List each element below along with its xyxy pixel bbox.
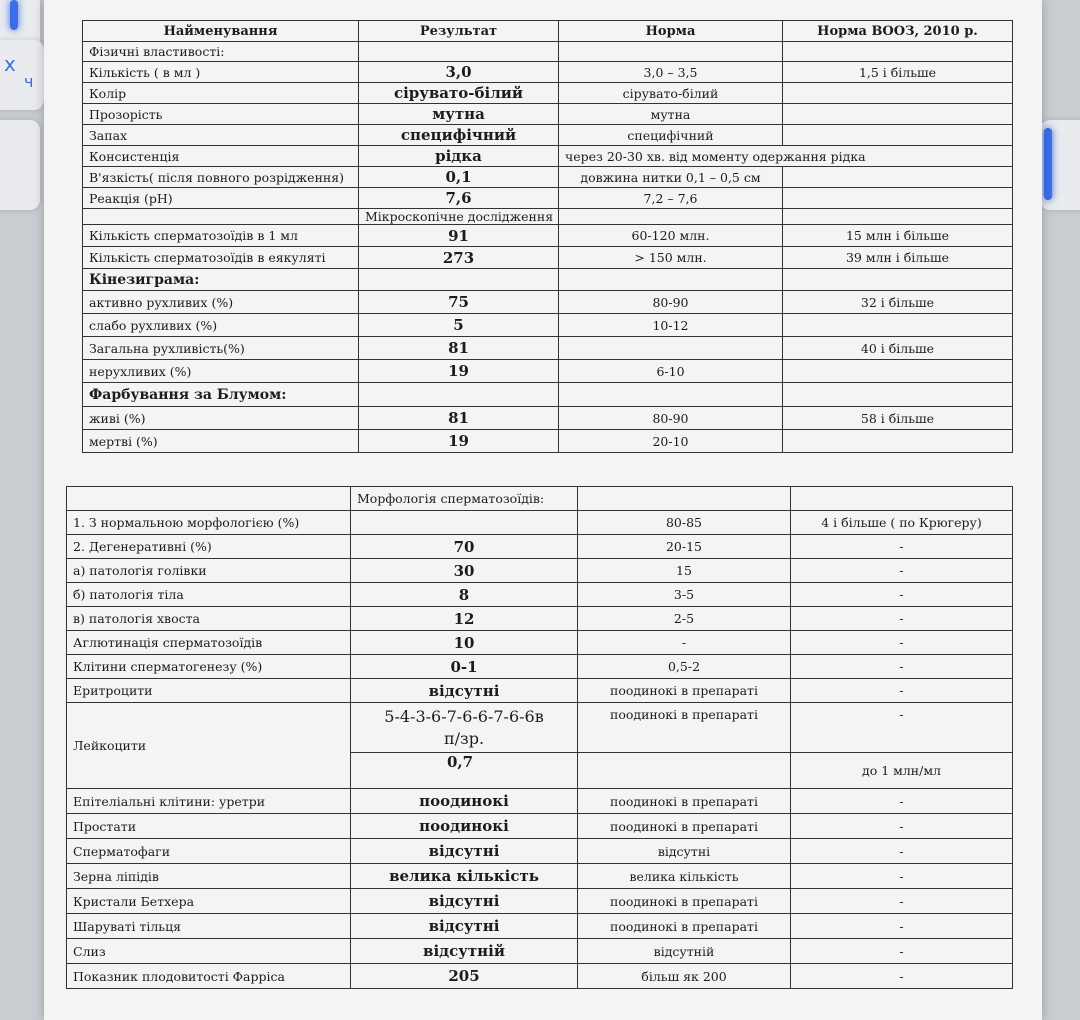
- table-row: [83, 291, 1013, 314]
- morphology-title-row: [67, 487, 1013, 511]
- row-result: 19: [359, 360, 559, 383]
- keyboard-key-left-lower: [0, 120, 40, 210]
- row-who: [783, 104, 1013, 125]
- row-who: [783, 125, 1013, 146]
- table-row: [67, 535, 1013, 559]
- row-name: 2. Дегенеративні (%): [67, 535, 351, 559]
- row-who: 58 і більше: [783, 407, 1013, 430]
- row-who: [783, 83, 1013, 104]
- row-result: мутна: [359, 104, 559, 125]
- row-who: [783, 314, 1013, 337]
- row-result: поодинокі: [351, 789, 578, 814]
- row-norm: -: [578, 631, 791, 655]
- table-row: [83, 125, 1013, 146]
- row-name: Фізичні властивості:: [83, 42, 359, 62]
- row-name: Епітеліальні клітини: уретри: [67, 789, 351, 814]
- row-name: Кількість ( в мл ): [83, 62, 359, 83]
- row-result: 5: [359, 314, 559, 337]
- row-name: Сперматофаги: [67, 839, 351, 864]
- row-who: 40 і більше: [783, 337, 1013, 360]
- row-norm: 7,2 – 7,6: [559, 188, 783, 209]
- leukocytes-result-line2: п/зр.: [443, 728, 485, 748]
- row-who: -: [791, 964, 1013, 989]
- row-name: слабо рухливих (%): [83, 314, 359, 337]
- row-name: В'язкість( після повного розрідження): [83, 167, 359, 188]
- microscopy-title-row: [83, 209, 1013, 225]
- row-result: [351, 511, 578, 535]
- row-name: Кількість сперматозоїдів в 1 мл: [83, 225, 359, 247]
- table-row: [67, 583, 1013, 607]
- row-who: 15 млн і більше: [783, 225, 1013, 247]
- row-who: [783, 188, 1013, 209]
- row-name: Аглютинація сперматозоїдів: [67, 631, 351, 655]
- table-row: [83, 83, 1013, 104]
- row-norm: більш як 200: [578, 964, 791, 989]
- row-name: Кристали Бетхера: [67, 889, 351, 914]
- kinesis-title: Кінезиграма:: [83, 269, 359, 291]
- row-norm: 2-5: [578, 607, 791, 631]
- row-result: 10: [351, 631, 578, 655]
- row-name: Консистенція: [83, 146, 359, 167]
- row-name: б) патологія тіла: [67, 583, 351, 607]
- table-row: [83, 430, 1013, 453]
- row-who: [783, 360, 1013, 383]
- row-norm: поодинокі в препараті: [578, 914, 791, 939]
- row-name: Загальна рухливість(%): [83, 337, 359, 360]
- row-result: специфічний: [359, 125, 559, 146]
- row-norm: 80-85: [578, 511, 791, 535]
- row-result: 70: [351, 535, 578, 559]
- row-result: 3,0: [359, 62, 559, 83]
- row-result: рідка: [359, 146, 559, 167]
- table-row: [83, 225, 1013, 247]
- morphology-rows: [67, 511, 1013, 703]
- table-row: [83, 104, 1013, 125]
- table-row: [67, 939, 1013, 964]
- leukocytes-norm: поодинокі в препараті: [578, 703, 791, 753]
- row-result: 12: [351, 607, 578, 631]
- row-result: 205: [351, 964, 578, 989]
- row-norm: 3-5: [578, 583, 791, 607]
- table-row: [67, 655, 1013, 679]
- row-norm: [559, 42, 783, 62]
- leukocytes-result-line1: 5-4-3-6-7-6-6-7-6-6в: [384, 706, 544, 726]
- row-name: Простати: [67, 814, 351, 839]
- row-who: -: [791, 814, 1013, 839]
- row-name: Кількість сперматозоїдів в еякуляті: [83, 247, 359, 269]
- row-result: відсутній: [351, 939, 578, 964]
- row-who: [783, 167, 1013, 188]
- row-who: 1,5 і більше: [783, 62, 1013, 83]
- table-row: [67, 511, 1013, 535]
- table-row: [83, 42, 1013, 62]
- row-norm: 20-10: [559, 430, 783, 453]
- table-row: [83, 188, 1013, 209]
- row-name: 1. З нормальною морфологією (%): [67, 511, 351, 535]
- row-result: 30: [351, 559, 578, 583]
- row-norm: мутна: [559, 104, 783, 125]
- row-result: [359, 42, 559, 62]
- keyboard-glyph-sub: ч: [24, 72, 34, 91]
- row-name: Колір: [83, 83, 359, 104]
- row-who: -: [791, 889, 1013, 914]
- row-result: 91: [359, 225, 559, 247]
- row-norm: 0,5-2: [578, 655, 791, 679]
- row-who: -: [791, 839, 1013, 864]
- table-row: [83, 360, 1013, 383]
- leukocytes-result: [351, 703, 578, 753]
- row-name: а) патологія голівки: [67, 559, 351, 583]
- row-norm: 3,0 – 3,5: [559, 62, 783, 83]
- row-name: Прозорість: [83, 104, 359, 125]
- table-row: [83, 62, 1013, 83]
- row-norm: специфічний: [559, 125, 783, 146]
- row-norm: 15: [578, 559, 791, 583]
- table-row: [67, 814, 1013, 839]
- row-norm: відсутні: [578, 839, 791, 864]
- row-name: Клітини сперматогенезу (%): [67, 655, 351, 679]
- kinesis-rows: [83, 291, 1013, 383]
- table-row: [83, 247, 1013, 269]
- count-rows: [83, 225, 1013, 269]
- table-row: [67, 889, 1013, 914]
- row-norm: 80-90: [559, 291, 783, 314]
- row-name: нерухливих (%): [83, 360, 359, 383]
- table-row: [67, 839, 1013, 864]
- table-row: [83, 314, 1013, 337]
- physical-rows: [83, 42, 1013, 209]
- row-norm: поодинокі в препараті: [578, 789, 791, 814]
- row-result: велика кількість: [351, 864, 578, 889]
- row-name: Еритроцити: [67, 679, 351, 703]
- table-row: [67, 964, 1013, 989]
- row-who: 39 млн і більше: [783, 247, 1013, 269]
- analysis-table-main: [82, 20, 1013, 453]
- row-norm: 80-90: [559, 407, 783, 430]
- table-row: [67, 559, 1013, 583]
- leukocytes-who: -: [791, 703, 1013, 753]
- row-who: -: [791, 679, 1013, 703]
- row-norm: поодинокі в препараті: [578, 679, 791, 703]
- blum-title: Фарбування за Блумом:: [83, 383, 359, 407]
- table-row: [83, 407, 1013, 430]
- row-norm: 10-12: [559, 314, 783, 337]
- table-row: [67, 789, 1013, 814]
- row-norm: 20-15: [578, 535, 791, 559]
- row-who: -: [791, 655, 1013, 679]
- row-who: -: [791, 864, 1013, 889]
- leukocytes-who-2: до 1 млн/мл: [791, 753, 1013, 789]
- row-who: [783, 42, 1013, 62]
- row-name: Слиз: [67, 939, 351, 964]
- key-backlight-left: [10, 0, 18, 30]
- morphology-table: [66, 486, 1013, 989]
- row-result: 8: [351, 583, 578, 607]
- row-name: в) патологія хвоста: [67, 607, 351, 631]
- row-norm: сірувато-білий: [559, 83, 783, 104]
- row-name: Шаруваті тільця: [67, 914, 351, 939]
- row-who: -: [791, 631, 1013, 655]
- row-norm: довжина нитки 0,1 – 0,5 см: [559, 167, 783, 188]
- cells-rows: [67, 789, 1013, 989]
- row-result: відсутні: [351, 679, 578, 703]
- row-result: відсутні: [351, 889, 578, 914]
- row-result: 0-1: [351, 655, 578, 679]
- blum-title-row: [83, 383, 1013, 407]
- row-who: -: [791, 607, 1013, 631]
- row-who: [783, 430, 1013, 453]
- row-name: мертві (%): [83, 430, 359, 453]
- row-result: відсутні: [351, 839, 578, 864]
- kinesis-title-row: [83, 269, 1013, 291]
- row-result: 273: [359, 247, 559, 269]
- table-row: [67, 914, 1013, 939]
- header-norm: Норма: [559, 21, 783, 42]
- row-norm: 6-10: [559, 360, 783, 383]
- row-who: -: [791, 559, 1013, 583]
- row-name: Реакція (рН): [83, 188, 359, 209]
- table-row: [67, 631, 1013, 655]
- row-name: Зерна ліпідів: [67, 864, 351, 889]
- row-result: відсутні: [351, 914, 578, 939]
- leukocytes-row: [67, 703, 1013, 753]
- key-backlight-right: [1044, 128, 1052, 200]
- keyboard-glyph: х: [4, 52, 16, 76]
- row-who: 32 і більше: [783, 291, 1013, 314]
- row-who: -: [791, 583, 1013, 607]
- table-row: [83, 167, 1013, 188]
- table-header-row: [83, 21, 1013, 42]
- row-norm: > 150 млн.: [559, 247, 783, 269]
- row-norm: 60-120 млн.: [559, 225, 783, 247]
- header-who-norm: Норма ВООЗ, 2010 р.: [783, 21, 1013, 42]
- row-result: 81: [359, 407, 559, 430]
- row-norm: велика кількість: [578, 864, 791, 889]
- row-result: 81: [359, 337, 559, 360]
- row-result: 75: [359, 291, 559, 314]
- row-who: -: [791, 914, 1013, 939]
- table-row: [83, 146, 1013, 167]
- row-norm: через 20-30 хв. від моменту одержання рідка: [559, 146, 1013, 167]
- row-result: сірувато-білий: [359, 83, 559, 104]
- row-result: 19: [359, 430, 559, 453]
- leukocytes-name: Лейкоцити: [67, 703, 351, 789]
- row-norm: поодинокі в препараті: [578, 814, 791, 839]
- table-row: [67, 679, 1013, 703]
- row-name: Показник плодовитості Фарріса: [67, 964, 351, 989]
- row-who: -: [791, 939, 1013, 964]
- row-norm: поодинокі в препараті: [578, 889, 791, 914]
- table-row: [67, 864, 1013, 889]
- row-result: 7,6: [359, 188, 559, 209]
- row-name: активно рухливих (%): [83, 291, 359, 314]
- lab-report-sheet: [44, 0, 1042, 1020]
- row-who: 4 і більше ( по Крюгеру): [791, 511, 1013, 535]
- morphology-title: Морфологія сперматозоїдів:: [351, 487, 578, 511]
- header-result: Результат: [359, 21, 559, 42]
- header-name: Найменування: [83, 21, 359, 42]
- blum-rows: [83, 407, 1013, 453]
- microscopy-title: Мікроскопічне дослідження: [359, 209, 559, 225]
- row-who: -: [791, 535, 1013, 559]
- row-result: 0,1: [359, 167, 559, 188]
- leukocytes-result-2: 0,7: [351, 753, 578, 789]
- row-norm: [559, 337, 783, 360]
- row-who: -: [791, 789, 1013, 814]
- row-norm: відсутній: [578, 939, 791, 964]
- row-name: Запах: [83, 125, 359, 146]
- table-row: [83, 337, 1013, 360]
- table-row: [67, 607, 1013, 631]
- row-result: поодинокі: [351, 814, 578, 839]
- row-name: живі (%): [83, 407, 359, 430]
